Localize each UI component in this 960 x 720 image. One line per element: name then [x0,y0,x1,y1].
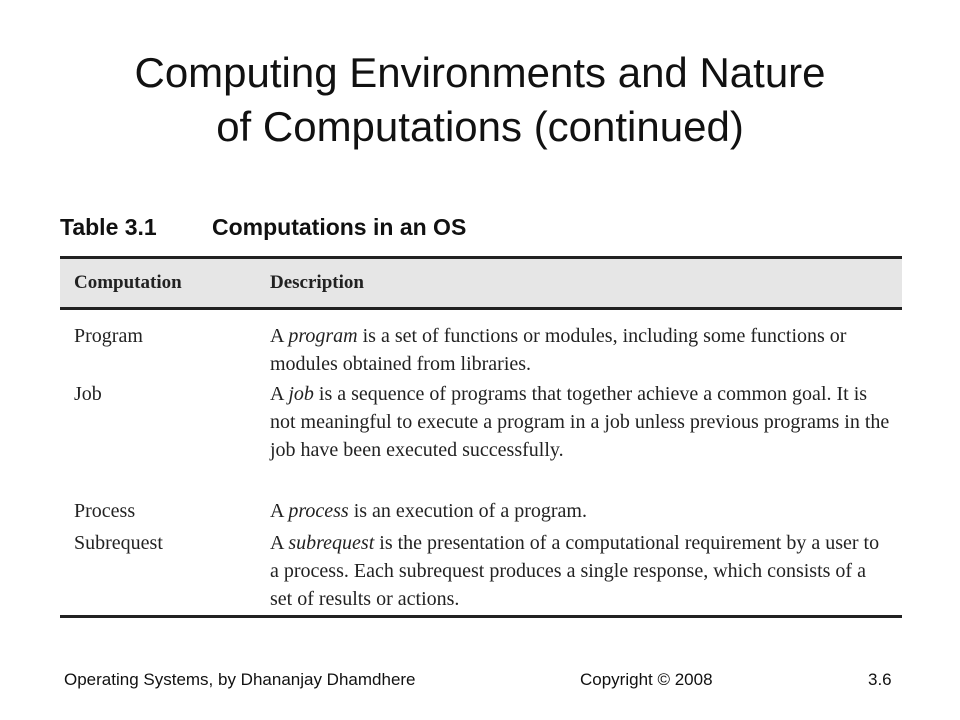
description-text: is an execution of a program. [348,500,587,522]
description-keyword: process [288,500,349,522]
description-text: is a set of functions or modules, including some functions or modules obtained from libraries. [270,325,847,375]
column-header-description: Description [270,272,364,293]
slide-title [40,46,920,154]
slide-title-line-1: Computing Environments and Nature [134,49,826,96]
description-process [270,497,890,525]
description-text: is the presentation of a computational requirement by a user to a process. Each subrequest produces a single response, which consists of a set of results or actions. [270,532,880,610]
footer-copyright: Copyright © 2008 [580,670,713,689]
description-job [270,380,890,464]
computations-table [60,256,902,618]
table-caption-number: Table 3.1 [60,214,157,240]
table-header-row [60,259,902,310]
table-body [60,310,902,618]
term-process: Process [74,500,136,522]
description-subrequest [270,529,890,613]
footer-slide-number: 3.6 [868,670,892,689]
description-prefix: A [270,383,289,405]
description-keyword: program [288,325,358,347]
table-caption [60,214,466,241]
description-keyword: subrequest [288,532,375,554]
description-keyword: job [288,383,314,405]
description-text: is a sequence of programs that together achieve a common goal. It is not meaningful to execute a program in a job unless previous programs in the job have been executed successfully. [270,383,890,461]
column-header-computation: Computation [74,272,182,293]
term-program: Program [74,325,143,347]
description-prefix: A [270,500,289,522]
term-subrequest: Subrequest [74,532,163,554]
description-prefix: A [270,325,289,347]
footer-book-credit: Operating Systems, by Dhananjay Dhamdhere [64,670,416,689]
slide-title-line-2: of Computations (continued) [216,103,744,150]
description-prefix: A [270,532,289,554]
description-program [270,322,890,378]
term-job: Job [74,383,102,405]
table-caption-title: Computations in an OS [212,214,467,240]
